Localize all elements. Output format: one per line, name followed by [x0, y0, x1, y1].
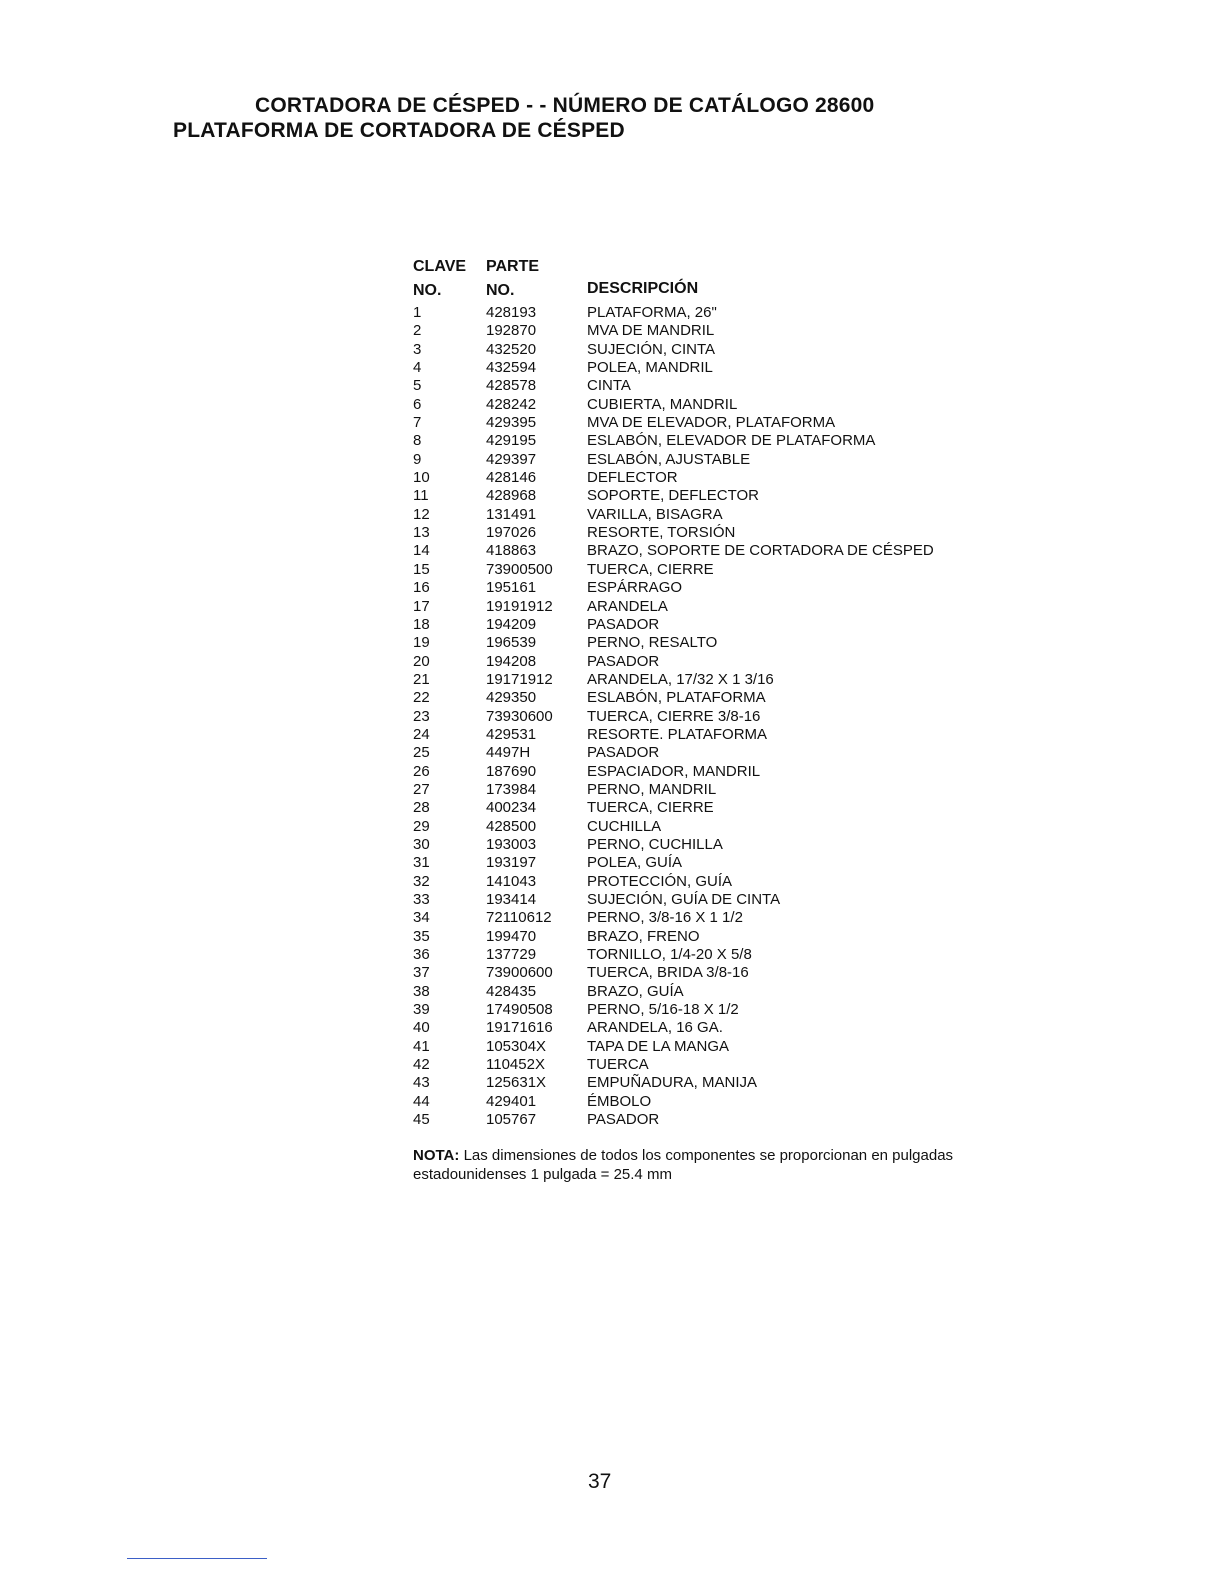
part-key-number: 2 — [413, 322, 422, 340]
col-part-header-line1: PARTE — [486, 258, 540, 275]
part-key-number: 1 — [413, 304, 422, 321]
part-key-number: 39 — [413, 1001, 430, 1019]
part-key-number: 44 — [413, 1092, 430, 1110]
part-description: ÉMBOLO — [587, 1092, 652, 1110]
part-key-number: 29 — [413, 817, 430, 835]
part-description: BRAZO, SOPORTE DE CORTADORA DE CÉSPED — [587, 542, 934, 560]
part-key-number: 8 — [413, 432, 422, 450]
part-key-number: 19 — [413, 634, 430, 652]
part-description: PERNO, 3/8-16 X 1 1/2 — [587, 909, 743, 927]
part-description: CINTA — [587, 377, 631, 395]
part-description: POLEA, MANDRIL — [587, 359, 713, 377]
part-number: 194209 — [486, 615, 537, 633]
part-description: CUCHILLA — [587, 817, 662, 835]
part-number: 432594 — [486, 359, 537, 377]
part-number: 110452X — [486, 1056, 545, 1074]
part-description: TUERCA — [587, 1056, 649, 1074]
part-number: 429401 — [486, 1092, 537, 1110]
part-description: ARANDELA, 17/32 X 1 3/16 — [587, 670, 774, 688]
part-number: 429350 — [486, 689, 537, 707]
part-key-number: 26 — [413, 762, 430, 780]
part-number: 131491 — [486, 505, 537, 523]
part-key-number: 9 — [413, 450, 422, 468]
part-description: PERNO, CUCHILLA — [587, 835, 723, 853]
part-description: PASADOR — [587, 744, 660, 762]
part-key-number: 25 — [413, 744, 430, 762]
part-key-number: 10 — [413, 469, 430, 487]
part-number: 428242 — [486, 395, 537, 413]
part-description: BRAZO, FRENO — [587, 927, 700, 945]
part-description: MVA DE MANDRIL — [587, 322, 715, 340]
part-number: 137729 — [486, 946, 537, 964]
part-key-number: 18 — [413, 615, 430, 633]
part-number: 428578 — [486, 377, 537, 395]
note-label: NOTA: — [413, 1147, 460, 1164]
part-number: 17490508 — [486, 1001, 553, 1019]
part-key-number: 37 — [413, 964, 430, 982]
part-key-number: 45 — [413, 1111, 430, 1129]
note — [413, 1146, 973, 1184]
part-number: 428146 — [486, 469, 537, 487]
part-key-number: 28 — [413, 799, 430, 817]
part-key-number: 15 — [413, 560, 430, 578]
col-desc-header: DESCRIPCIÓN — [587, 280, 699, 297]
part-description: PERNO, 5/16-18 X 1/2 — [587, 1001, 739, 1019]
part-key-number: 20 — [413, 652, 430, 670]
part-description: SUJECIÓN, CINTA — [587, 340, 716, 358]
part-key-number: 43 — [413, 1074, 430, 1092]
col-key-header-line1: CLAVE — [413, 258, 467, 275]
part-key-number: 5 — [413, 377, 422, 395]
part-description: TUERCA, CIERRE 3/8-16 — [587, 707, 761, 725]
page-number: 37 — [588, 1470, 612, 1493]
part-number: 193003 — [486, 835, 537, 853]
part-number: 125631X — [486, 1074, 547, 1092]
part-key-number: 4 — [413, 359, 422, 377]
part-description: PASADOR — [587, 1111, 660, 1129]
part-number: 193197 — [486, 854, 537, 872]
part-number: 418863 — [486, 542, 537, 560]
part-key-number: 42 — [413, 1056, 430, 1074]
part-description: ARANDELA — [587, 597, 668, 615]
part-number: 193414 — [486, 891, 537, 908]
part-number: 73900600 — [486, 964, 553, 982]
part-key-number: 41 — [413, 1037, 430, 1055]
part-description: ARANDELA, 16 GA. — [587, 1019, 723, 1037]
part-number: 428193 — [486, 304, 537, 321]
part-description: ESLABÓN, PLATAFORMA — [587, 689, 766, 707]
part-key-number: 36 — [413, 946, 430, 964]
part-description: PASADOR — [587, 652, 660, 670]
part-number: 428435 — [486, 982, 537, 1000]
part-description: PROTECCIÓN, GUÍA — [587, 872, 733, 890]
part-number: 19171616 — [486, 1019, 553, 1037]
part-number: 429395 — [486, 414, 537, 432]
part-description: PASADOR — [587, 615, 660, 633]
part-number: 105767 — [486, 1111, 537, 1129]
part-number: 400234 — [486, 799, 537, 817]
part-key-number: 33 — [413, 891, 430, 908]
part-number: 194208 — [486, 652, 537, 670]
part-description: DEFLECTOR — [587, 469, 678, 487]
part-description: ESPÁRRAGO — [587, 579, 683, 597]
catalog-title: CORTADORA DE CÉSPED - - NÚMERO DE CATÁLOGO 28600 — [255, 94, 875, 117]
part-description: ESPACIADOR, MANDRIL — [587, 762, 761, 780]
part-description: ESLABÓN, ELEVADOR DE PLATAFORMA — [587, 432, 876, 450]
part-number: 72110612 — [486, 909, 552, 927]
part-description: TUERCA, CIERRE — [587, 560, 714, 578]
part-key-number: 35 — [413, 927, 430, 945]
section-title: PLATAFORMA DE CORTADORA DE CÉSPED — [173, 119, 625, 142]
part-number: 197026 — [486, 524, 537, 542]
part-key-number: 11 — [413, 487, 429, 505]
part-key-number: 7 — [413, 414, 422, 432]
part-description: POLEA, GUÍA — [587, 854, 683, 872]
part-key-number: 30 — [413, 835, 430, 853]
part-key-number: 31 — [413, 854, 430, 872]
part-key-number: 17 — [413, 597, 430, 615]
part-key-number: 38 — [413, 982, 430, 1000]
part-key-number: 24 — [413, 725, 430, 743]
part-description: ESLABÓN, AJUSTABLE — [587, 450, 751, 468]
part-key-number: 12 — [413, 505, 430, 523]
part-number: 429531 — [486, 725, 537, 743]
part-description: RESORTE. PLATAFORMA — [587, 725, 768, 743]
part-key-number: 23 — [413, 707, 430, 725]
part-description: SUJECIÓN, GUÍA DE CINTA — [587, 891, 781, 908]
part-description: RESORTE, TORSIÓN — [587, 524, 736, 542]
part-key-number: 13 — [413, 524, 430, 542]
part-number: 196539 — [486, 634, 537, 652]
col-part-header-line2: NO. — [486, 282, 515, 299]
part-number: 173984 — [486, 780, 537, 798]
part-number: 432520 — [486, 340, 537, 358]
part-number: 19191912 — [486, 597, 553, 615]
part-number: 19171912 — [486, 670, 553, 688]
part-number: 4497H — [486, 744, 531, 762]
part-key-number: 14 — [413, 542, 430, 560]
part-number: 187690 — [486, 762, 537, 780]
part-number: 428500 — [486, 817, 537, 835]
part-description: CUBIERTA, MANDRIL — [587, 395, 738, 413]
part-description: TAPA DE LA MANGA — [587, 1037, 729, 1055]
part-number: 73930600 — [486, 707, 553, 725]
part-number: 195161 — [486, 579, 537, 597]
part-description: PLATAFORMA, 26" — [587, 304, 717, 321]
part-description: TORNILLO, 1/4-20 X 5/8 — [587, 946, 752, 964]
part-key-number: 40 — [413, 1019, 430, 1037]
part-description: EMPUÑADURA, MANIJA — [587, 1074, 758, 1092]
part-number: 105304X — [486, 1037, 547, 1055]
part-number: 428968 — [486, 487, 537, 505]
part-description: SOPORTE, DEFLECTOR — [587, 487, 759, 505]
col-key-header-line2: NO. — [413, 282, 442, 299]
part-key-number: 6 — [413, 395, 422, 413]
part-number: 199470 — [486, 927, 537, 945]
part-number: 429195 — [486, 432, 537, 450]
part-number: 73900500 — [486, 560, 553, 578]
part-description: BRAZO, GUÍA — [587, 982, 684, 1000]
part-description: PERNO, MANDRIL — [587, 780, 717, 798]
part-key-number: 32 — [413, 872, 430, 890]
part-key-number: 3 — [413, 340, 422, 358]
part-description: TUERCA, CIERRE — [587, 799, 714, 817]
part-key-number: 16 — [413, 579, 430, 597]
part-description: MVA DE ELEVADOR, PLATAFORMA — [587, 414, 836, 432]
part-key-number: 34 — [413, 909, 430, 927]
part-key-number: 22 — [413, 689, 430, 707]
part-key-number: 21 — [413, 670, 430, 688]
part-number: 429397 — [486, 450, 537, 468]
part-number: 141043 — [486, 872, 537, 890]
part-description: TUERCA, BRIDA 3/8-16 — [587, 964, 749, 982]
part-description: VARILLA, BISAGRA — [587, 505, 723, 523]
part-key-number: 27 — [413, 780, 430, 798]
part-number: 192870 — [486, 322, 537, 340]
note-text: Las dimensiones de todos los componentes se proporcionan en pulgadas estadounidenses 1 pulgada = 25.4 mm — [413, 1147, 954, 1183]
part-description: PERNO, RESALTO — [587, 634, 718, 652]
footer-rule — [127, 1558, 267, 1559]
